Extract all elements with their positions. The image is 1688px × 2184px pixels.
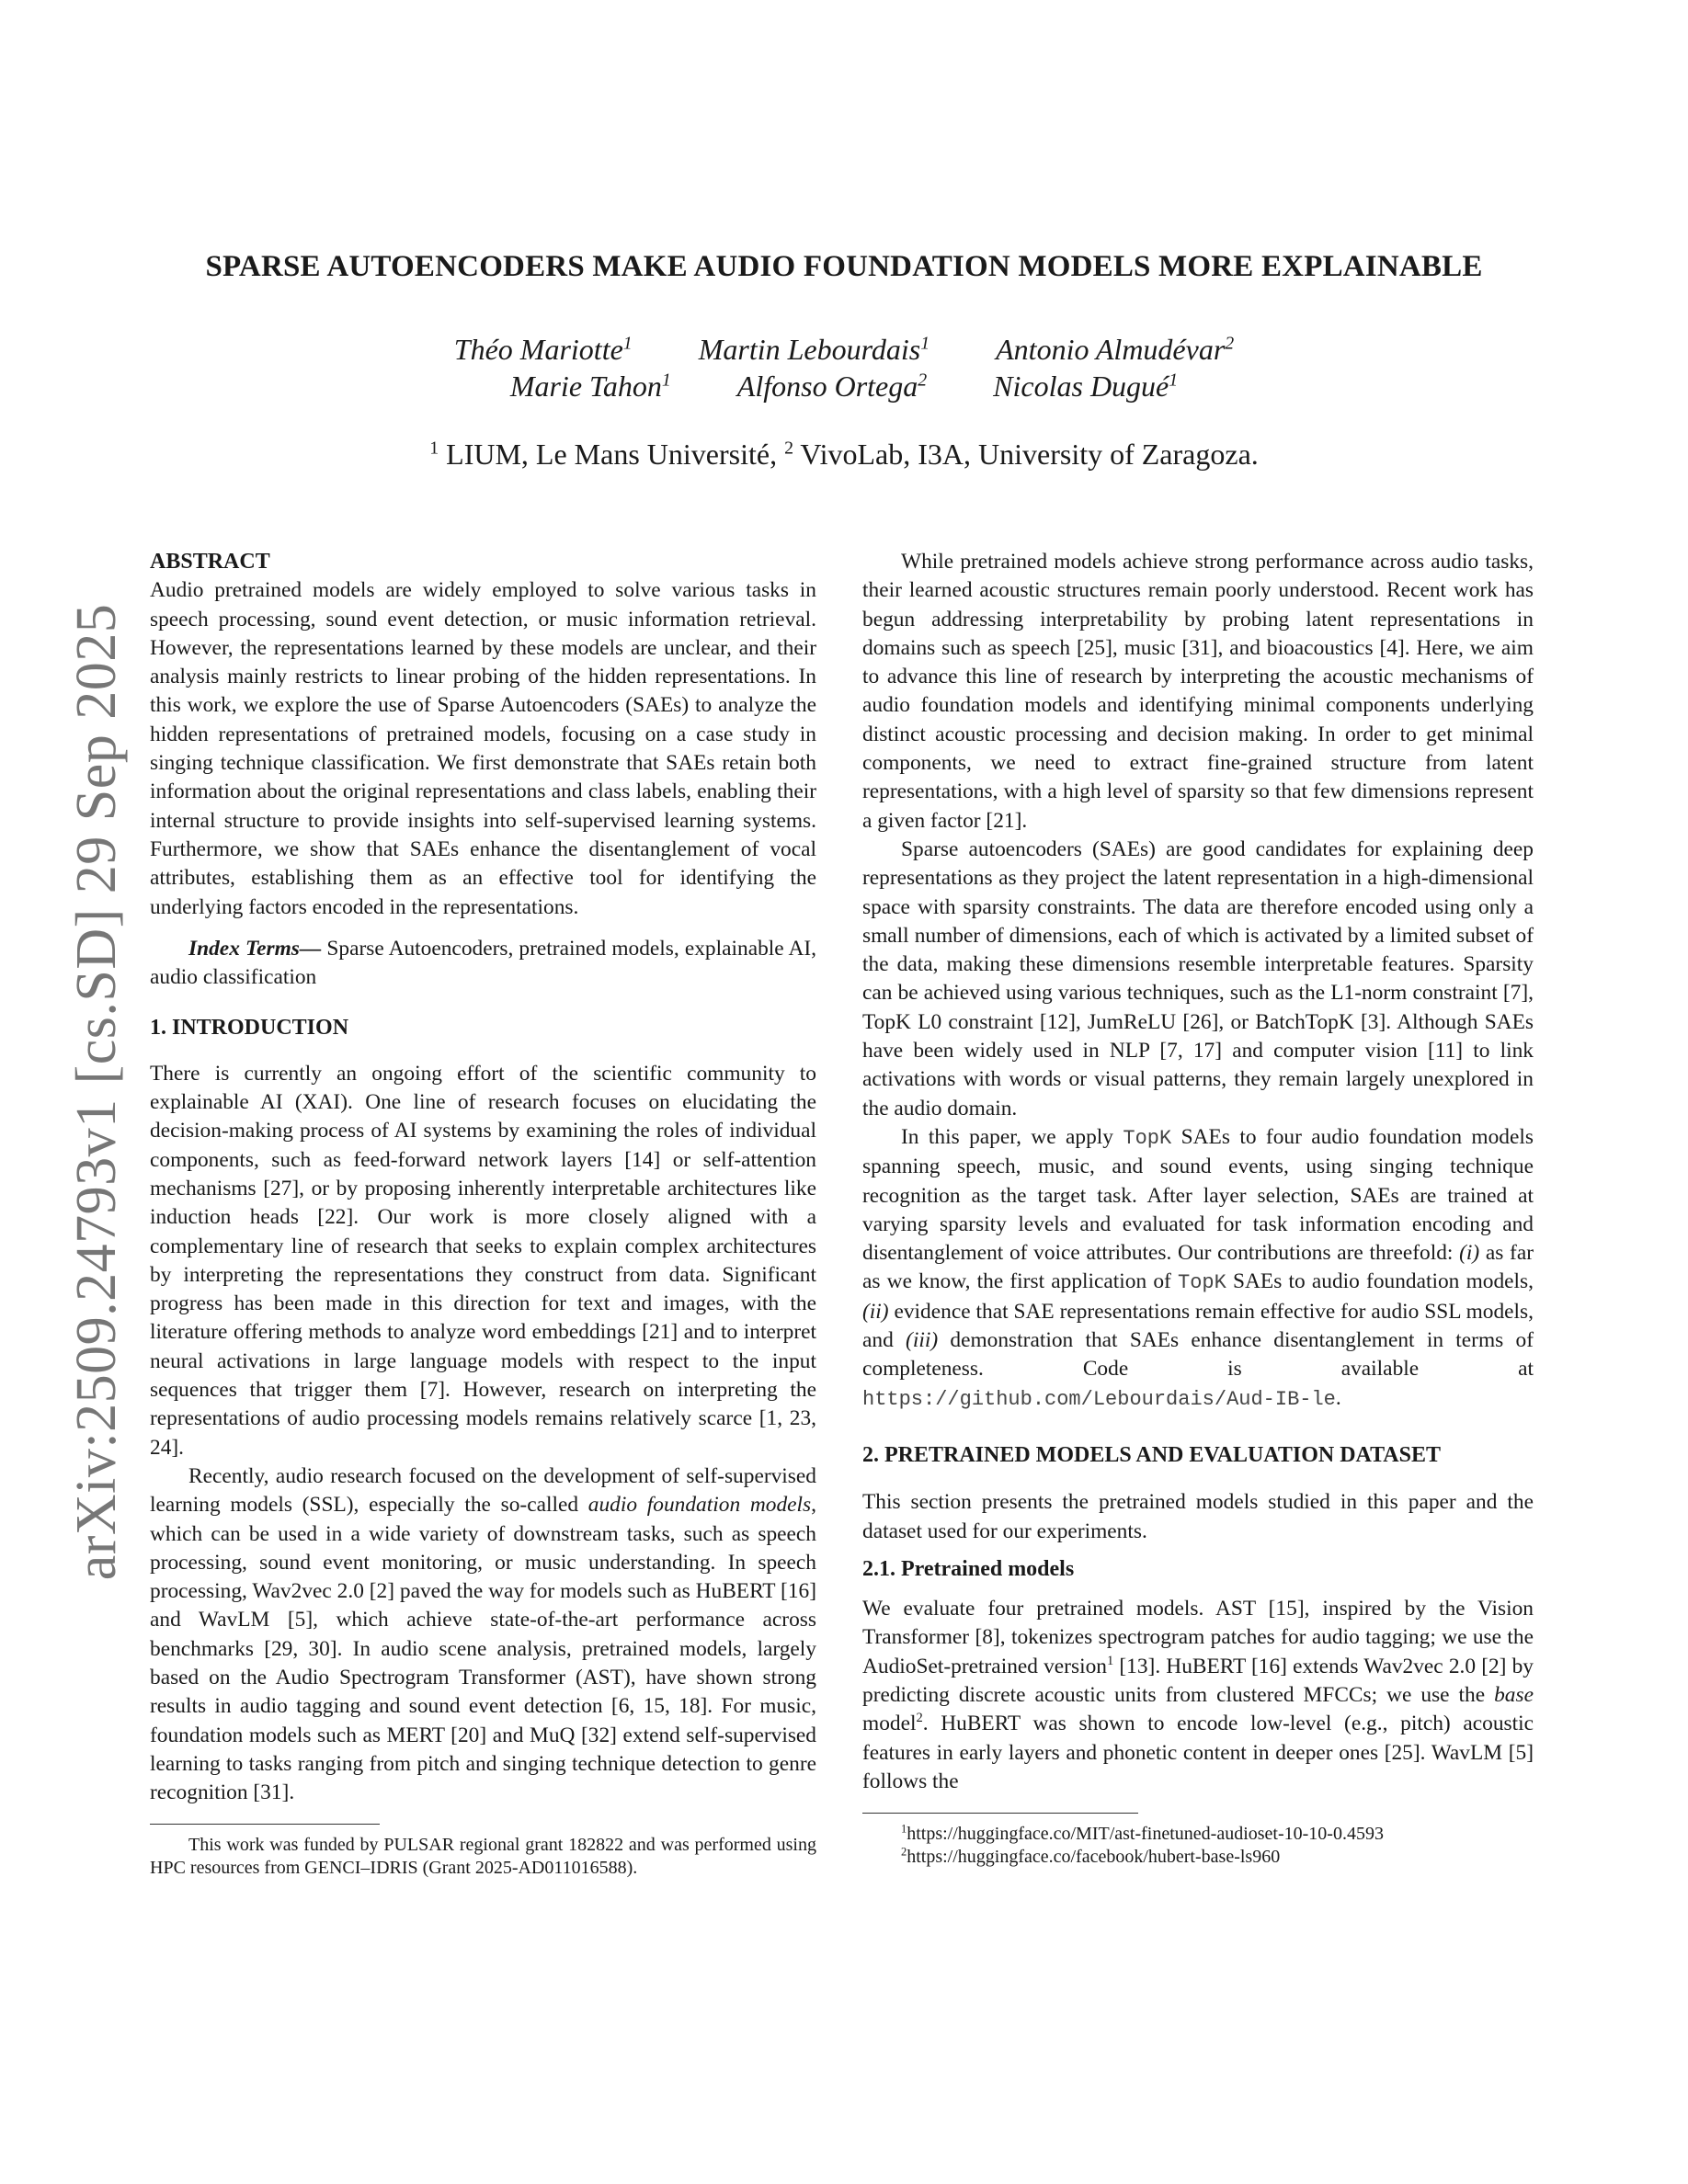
right-paragraph-1: While pretrained models achieve strong performance across audio tasks, their learned acoustic structures remain poorly understood. Recent work has begun addressing interpretability by probing latent representations in domains such as speech [25], music [31], and bioacoustics [4]. Here, we aim to advance this line of research by interpreting the acoustic mechanisms of audio foundation models and identifying minimal components underlying distinct acoustic processing and decision making. In order to get minimal components, we need to extract fine-grained structure from latent representations, with a high level of sparsity so that few dimensions represent a given factor [21].: [862, 550, 1534, 833]
author: Marie Tahon$^1$: [509, 370, 671, 403]
intro-heading: 1. INTRODUCTION: [150, 1016, 349, 1041]
intro-paragraph-1: There is currently an ongoing effort of the scientific community to explainable AI (XAI). One line of research focuses on elucidating the decision-making process of AI systems by examining the roles of individual components, such as feed-forward network layers [14] or self-attention mechanisms [27], or by proposing inherently interpretable architectures like induction heads [22]. Our work is more closely aligned with a complementary line of research that seeks to explain complex architectures by interpreting the representations they construct from data. Significant progress has been made in this direction for text and images, with the literature offering methods to analyze word embeddings [21] and to interpret neural activations in large language models with respect to the input sequences that trigger them [7]. However, research on interpreting the representations of audio processing models remains relatively scarce [1, 23, 24].: [150, 1061, 816, 1460]
affiliations: $^1$ LIUM, Le Mans Université, $^2$ VivoLab, I3A, University of Zaragoza.: [429, 438, 1259, 471]
abstract-heading: ABSTRACT: [150, 550, 270, 574]
section-2-heading: 2. PRETRAINED MODELS AND EVALUATION DATASET: [862, 1442, 1441, 1467]
funding-footnote: This work was funded by PULSAR regional grant 182822 and was performed using HPC resources from GENCI–IDRIS (Grant 2025-AD011016588).: [150, 1835, 816, 1879]
author: Martin Lebourdais$^1$: [698, 333, 930, 366]
right-column: [862, 548, 1534, 1869]
author: Théo Mariotte$^1$: [453, 333, 633, 366]
section-2-intro: This section presents the pretrained models studied in this paper and the dataset used for our experiments.: [862, 1490, 1534, 1543]
paper-title: SPARSE AUTOENCODERS MAKE AUDIO FOUNDATION MODELS MORE EXPLAINABLE: [205, 250, 1483, 283]
author: Nicolas Dugué$^1$: [993, 370, 1179, 403]
left-column: [150, 548, 816, 1880]
author-row-2: [138, 370, 1550, 404]
author: Antonio Almudévar$^2$: [996, 333, 1235, 366]
footnote-1-link[interactable]: https://huggingface.co/MIT/ast-finetuned-audioset-10-10-0.4593: [907, 1824, 1384, 1845]
footnote-2: $^2$https://huggingface.co/facebook/hubert-base-ls960: [901, 1845, 1281, 1868]
code-link[interactable]: https://github.com/Lebourdais/Aud-IB-le: [862, 1387, 1336, 1411]
author: Alfonso Ortega$^2$: [736, 370, 928, 403]
footnote-1: $^1$https://huggingface.co/MIT/ast-finetuned-audioset-10-10-0.4593: [901, 1822, 1384, 1845]
index-terms: Index Terms— Sparse Autoencoders, pretrained models, explainable AI, audio classification: [150, 936, 816, 990]
pretrained-models-paragraph: We evaluate four pretrained models. AST [15], inspired by the Vision Transformer [8], tokenizes spectrogram patches for audio tagging; we use the AudioSet-pretrained version$^1$ [13]. HuBERT [16] extends Wav2vec 2.0 [2] by predicting discrete acoustic units from clustered MFCCs; we use the base model$^2$. HuBERT was shown to encode low-level (e.g., pitch) acoustic features in early layers and phonetic content in deeper ones [25]. WavLM [5] follows the: [862, 1597, 1534, 1793]
abstract-text: Audio pretrained models are widely employed to solve various tasks in speech processing, sound event detection, or music information retrieval. However, the representations learned by these models are unclear, and their analysis mainly restricts to linear probing of the hidden representations. In this work, we explore the use of Sparse Autoencoders (SAEs) to analyze the hidden representations of pretrained models, focusing on a case study in singing technique classification. We first demonstrate that SAEs retain both information about the original representations and class labels, enabling their internal structure to provide insights into self-supervised learning systems. Furthermore, we show that SAEs enhance the disentanglement of vocal attributes, establishing them as an effective tool for identifying the underlying factors encoded in the representations.: [150, 578, 816, 919]
footnote-rule: [150, 1824, 380, 1825]
subsection-2-1-heading: 2.1. Pretrained models: [862, 1556, 1075, 1581]
intro-paragraph-2: Recently, audio research focused on the development of self-supervised learning models (SSL), especially the so-called audio foundation models, which can be used in a wide variety of downstream tasks, such as speech processing, sound event monitoring, or music understanding. In speech processing, Wav2vec 2.0 [2] paved the way for models such as HuBERT [16] and WavLM [5], which achieve state-of-the-art performance across benchmarks [29, 30]. In audio scene analysis, pretrained models, largely based on the Audio Spectrogram Transformer (AST), have shown strong results in audio tagging and sound event detection [6, 15, 18]. For music, foundation models such as MERT [20] and MuQ [32] extend self-supervised learning to tasks ranging from pitch and singing technique detection to genre recognition [31].: [150, 1463, 816, 1805]
author-row-1: [138, 333, 1550, 367]
footnote-2-link[interactable]: https://huggingface.co/facebook/hubert-base-ls960: [907, 1847, 1281, 1868]
contributions-paragraph: In this paper, we apply TopK SAEs to four audio foundation models spanning speech, music, and sound events, using singing technique recognition as the target task. After layer selection, SAEs are trained at varying sparsity levels and evaluated for task information encoding and disentanglement of voice attributes. Our contributions are threefold: (i) as far as we know, the first application of TopK SAEs to audio foundation models, (ii) evidence that SAE representations remain effective for audio SSL models, and (iii) demonstration that SAEs enhance disentanglement in terms of completeness. Code is available at https://github.com/Lebourdais/Aud-IB-le.: [862, 1124, 1534, 1411]
footnote-rule: [862, 1813, 1138, 1814]
arxiv-identifier: arXiv:2509.24793v1 [cs.SD] 29 Sep 2025: [65, 603, 128, 1581]
right-paragraph-2: Sparse autoencoders (SAEs) are good candidates for explaining deep representations as they project the latent representation in a high-dimensional space with sparsity constraints. The data are therefore encoded using only a small number of dimensions, each of which is activated by a limited subset of the data, making these dimensions resemble interpretable features. Sparsity can be achieved using various techniques, such as the L1-norm constraint [7], TopK L0 constraint [12], JumReLU [26], or BatchTopK [3]. Although SAEs have been widely used in NLP [7, 17] and computer vision [11] to link activations with words or visual patterns, they remain largely unexplored in the audio domain.: [862, 836, 1534, 1120]
